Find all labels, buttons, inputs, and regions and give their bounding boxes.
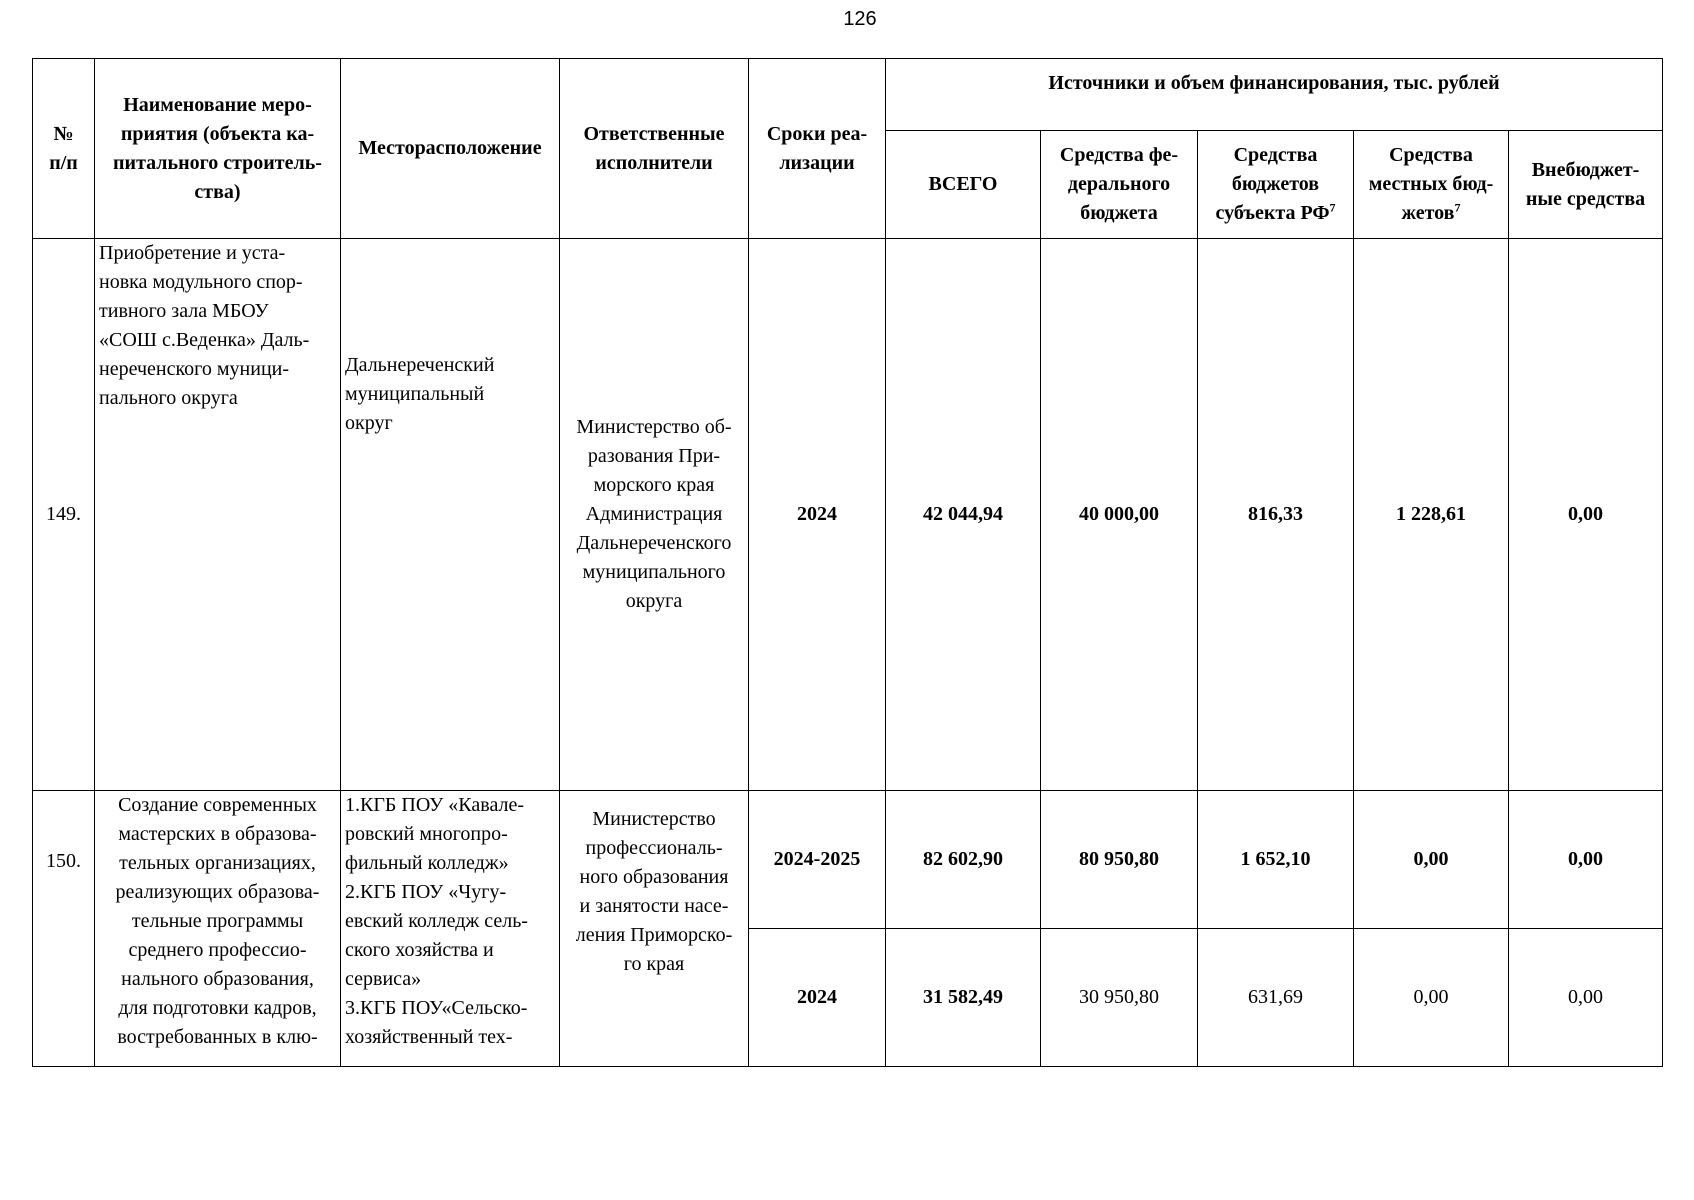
header-regional-text: Средства бюджетов субъекта РФ — [1215, 144, 1330, 224]
row-total: 31 582,49 — [886, 929, 1041, 1067]
row-location: 1.КГБ ПОУ «Кавале- ровский многопро- фильный колледж» 2.КГБ ПОУ «Чугу- евский колледж сель- ского хозяйства и сервиса» 3.КГБ ПОУ«Сельско- хозяйственный тех- — [341, 791, 560, 1067]
table-row — [33, 791, 1663, 929]
row-name: Приобретение и уста- новка модульного спор- тивного зала МБОУ «СОШ с.Веденка» Даль- нереченского муници- пального округа — [95, 239, 341, 791]
financing-table — [32, 58, 1663, 1067]
row-local: 0,00 — [1354, 929, 1509, 1067]
row-federal: 30 950,80 — [1041, 929, 1198, 1067]
row-terms: 2024-2025 — [749, 791, 886, 929]
row-extra: 0,00 — [1509, 239, 1663, 791]
header-terms: Сроки реа- лизации — [749, 59, 886, 239]
row-local: 1 228,61 — [1354, 239, 1509, 791]
header-regional-note: 7 — [1329, 200, 1336, 215]
row-regional: 631,69 — [1198, 929, 1354, 1067]
header-num: № п/п — [33, 59, 95, 239]
row-location: Дальнереченский муниципальный округ — [341, 239, 560, 791]
header-executors: Ответственные исполнители — [560, 59, 749, 239]
header-extra: Внебюджет- ные средства — [1509, 131, 1663, 239]
header-federal: Средства фе- дерального бюджета — [1041, 131, 1198, 239]
header-row — [33, 59, 1663, 131]
row-total: 42 044,94 — [886, 239, 1041, 791]
header-name: Наименование меро- приятия (объекта ка- питального строитель- ства) — [95, 59, 341, 239]
row-regional: 816,33 — [1198, 239, 1354, 791]
row-num: 150. — [33, 791, 95, 1067]
header-local-note: 7 — [1454, 200, 1461, 215]
row-extra: 0,00 — [1509, 791, 1663, 929]
row-regional: 1 652,10 — [1198, 791, 1354, 929]
header-regional — [1198, 131, 1354, 239]
row-terms: 2024 — [749, 929, 886, 1067]
page-number: 126 — [843, 8, 877, 30]
row-total: 82 602,90 — [886, 791, 1041, 929]
header-local — [1354, 131, 1509, 239]
header-local-text: Средства местных бюд- жетов — [1368, 144, 1494, 224]
row-num: 149. — [33, 239, 95, 791]
header-financing: Источники и объем финансирования, тыс. рублей — [886, 59, 1663, 131]
row-executors: Министерство об- разования При- морского края Администрация Дальнереченского муниципального округа — [560, 239, 749, 791]
row-local: 0,00 — [1354, 791, 1509, 929]
header-total: ВСЕГО — [886, 131, 1041, 239]
row-federal: 40 000,00 — [1041, 239, 1198, 791]
row-extra: 0,00 — [1509, 929, 1663, 1067]
header-location: Месторасположение — [341, 59, 560, 239]
row-terms: 2024 — [749, 239, 886, 791]
row-federal: 80 950,80 — [1041, 791, 1198, 929]
row-executors: Министерство профессиональ- ного образования и занятости насе- ления Приморско- го края — [560, 791, 749, 1067]
row-name: Создание современных мастерских в образова- тельных организациях, реализующих образова- тельные программы среднего профессио- нального образования, для подготовки кадров, востребованных в клю- — [95, 791, 341, 1067]
table-row — [33, 239, 1663, 791]
